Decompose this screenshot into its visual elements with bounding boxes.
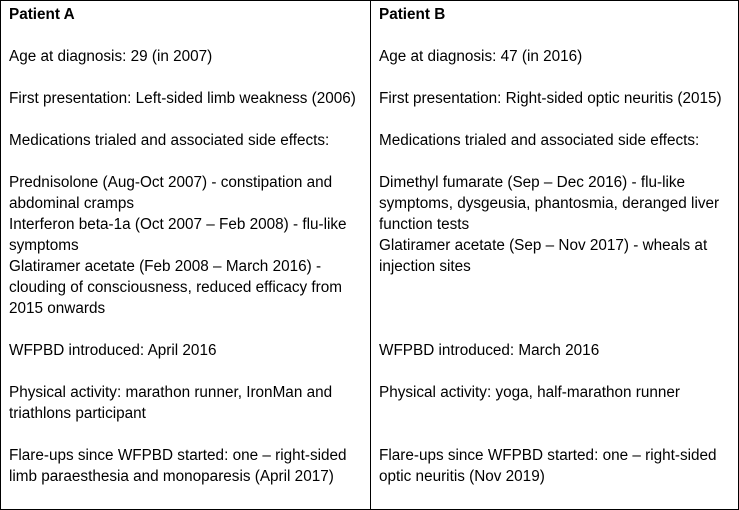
patient-a-medication-item: Prednisolone (Aug-Oct 2007) - constipation and abdominal cramps bbox=[9, 174, 333, 212]
patient-a-flare-ups: Flare-ups since WFPBD started: one – right-sided limb paraesthesia and monoparesis (April 2017) bbox=[9, 447, 347, 485]
patient-b-medication-item: Dimethyl fumarate (Sep – Dec 2016) - flu-like symptoms, dysgeusia, phantosmia, deranged liver function tests bbox=[379, 174, 720, 233]
patient-b-column bbox=[371, 1, 738, 509]
patient-a-wfpbd: WFPBD introduced: April 2016 bbox=[9, 342, 217, 359]
patient-a-first-presentation: First presentation: Left-sided limb weakness (2006) bbox=[9, 90, 356, 107]
patient-a-header: Patient A bbox=[9, 6, 75, 23]
patient-b-header: Patient B bbox=[379, 6, 446, 23]
patient-b-physical-activity: Physical activity: yoga, half-marathon runner bbox=[379, 384, 680, 401]
patient-a-medication-item: Interferon beta-1a (Oct 2007 – Feb 2008) - flu-like symptoms bbox=[9, 216, 347, 254]
patient-b-flare-ups: Flare-ups since WFPBD started: one – right-sided optic neuritis (Nov 2019) bbox=[379, 447, 717, 485]
patient-a-column bbox=[1, 1, 371, 509]
patient-a-medications-heading: Medications trialed and associated side effects: bbox=[9, 132, 330, 149]
patient-a-medication-item: Glatiramer acetate (Feb 2008 – March 2016) - clouding of consciousness, reduced efficacy from 2015 onwards bbox=[9, 258, 343, 317]
patient-b-first-presentation: First presentation: Right-sided optic neuritis (2015) bbox=[379, 90, 722, 107]
patient-b-wfpbd: WFPBD introduced: March 2016 bbox=[379, 342, 600, 359]
patient-b-medications-heading: Medications trialed and associated side effects: bbox=[379, 132, 700, 149]
patient-b-age: Age at diagnosis: 47 (in 2016) bbox=[379, 48, 583, 65]
patient-a-physical-activity: Physical activity: marathon runner, IronMan and triathlons participant bbox=[9, 384, 333, 422]
patient-b-medication-item: Glatiramer acetate (Sep – Nov 2017) - wheals at injection sites bbox=[379, 237, 708, 275]
patient-a-age: Age at diagnosis: 29 (in 2007) bbox=[9, 48, 213, 65]
